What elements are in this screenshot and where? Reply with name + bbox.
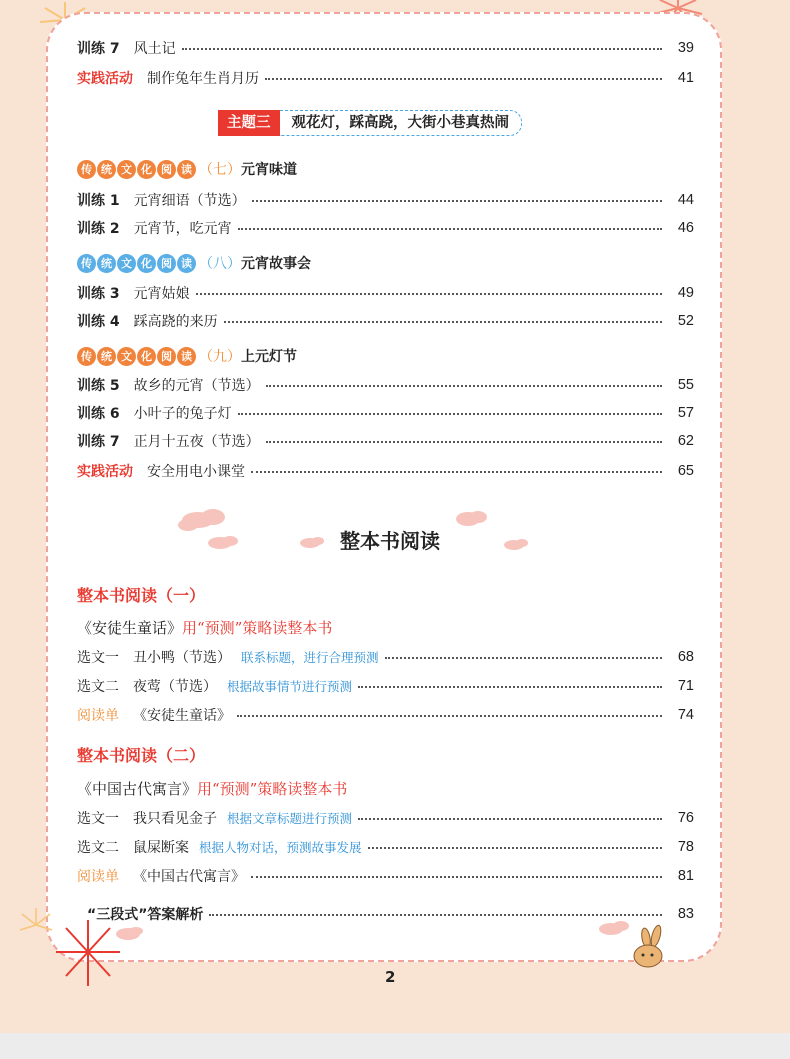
label-bubble: 文 <box>117 254 136 273</box>
leader-dots <box>238 228 662 230</box>
label-bubble: 文 <box>117 347 136 366</box>
row-title: 《安徒生童话》 <box>133 708 231 724</box>
series-title: 元宵味道 <box>241 162 297 178</box>
row-label: 实践活动 <box>77 71 133 87</box>
page-ref: 71 <box>677 678 694 694</box>
label-bubble: 化 <box>137 347 156 366</box>
label-bubble: 传 <box>77 347 96 366</box>
label-bubble: 化 <box>137 254 156 273</box>
toc-row[interactable] <box>77 401 694 425</box>
label-bubble: 统 <box>97 254 116 273</box>
leader-dots <box>358 686 662 688</box>
series-number: （八） <box>199 256 241 272</box>
row-label: “三段式”答案解析 <box>87 907 204 923</box>
row-label: 训练 4 <box>77 314 120 330</box>
page-ref: 52 <box>677 313 694 329</box>
row-label: 选文二 <box>77 679 119 695</box>
row-label: 训练 2 <box>77 221 120 237</box>
row-title: 我只看见金子 <box>133 811 217 827</box>
label-bubble: 阅 <box>157 347 176 366</box>
row-title: 夜莺（节选） <box>133 679 217 695</box>
page-number: 2 <box>385 968 396 986</box>
row-title: 《中国古代寓言》 <box>133 869 245 885</box>
toc-row[interactable] <box>77 459 694 483</box>
toc-row[interactable] <box>77 66 694 90</box>
cloud-decoration-right <box>446 505 536 555</box>
row-label: 选文一 <box>77 650 119 666</box>
toc-row[interactable] <box>77 281 694 305</box>
toc-row[interactable] <box>77 188 694 212</box>
row-hint: 根据人物对话，预测故事发展 <box>199 840 362 855</box>
page-ref: 65 <box>677 463 694 479</box>
bottom-band <box>0 1033 790 1059</box>
label-bubble: 传 <box>77 160 96 179</box>
row-hint: 根据文章标题进行预测 <box>227 811 353 826</box>
leader-dots <box>265 78 662 80</box>
leader-dots <box>385 657 662 659</box>
leader-dots <box>237 715 662 717</box>
page-ref: 62 <box>677 433 694 449</box>
label-bubble: 文 <box>117 160 136 179</box>
page-ref: 44 <box>677 192 694 208</box>
toc-row[interactable] <box>77 429 694 453</box>
leader-dots <box>209 914 662 916</box>
row-title: 元宵姑娘 <box>133 286 190 302</box>
row-label: 训练 7 <box>77 41 120 57</box>
leader-dots <box>224 321 662 323</box>
leader-dots <box>252 200 662 202</box>
book-strategy-line <box>77 617 332 638</box>
series-heading <box>77 344 297 368</box>
row-title: 鼠屎断案 <box>133 840 189 856</box>
theme-title: 观花灯，踩高跷，大街小巷真热闹 <box>280 110 523 136</box>
toc-row[interactable] <box>77 645 694 669</box>
label-bubble: 读 <box>177 347 196 366</box>
strategy-text: 用“预测”策略读整本书 <box>197 780 348 798</box>
row-label: 训练 7 <box>77 434 120 450</box>
leader-dots <box>368 847 662 849</box>
series-label-bubbles <box>77 160 197 179</box>
book-title: 《中国古代寓言》 <box>77 780 198 798</box>
page-ref: 46 <box>677 220 694 236</box>
leader-dots <box>266 385 662 387</box>
toc-row[interactable] <box>77 864 694 888</box>
whole-book-subhead: 整本书阅读（一） <box>77 586 206 605</box>
row-title: 小叶子的兔子灯 <box>133 406 232 422</box>
row-label: 阅读单 <box>77 869 119 885</box>
row-label: 实践活动 <box>77 464 133 480</box>
page-ref: 68 <box>677 649 694 665</box>
row-title: 元宵节，吃元宵 <box>133 221 232 237</box>
page-ref: 76 <box>677 810 694 826</box>
series-heading <box>77 251 311 275</box>
toc-row[interactable] <box>77 373 694 397</box>
row-title: 风土记 <box>133 41 176 57</box>
row-label: 训练 1 <box>77 193 120 209</box>
page-ref: 74 <box>677 707 694 723</box>
leader-dots <box>238 413 662 415</box>
series-number: （九） <box>199 349 241 365</box>
leader-dots <box>266 441 662 443</box>
row-label: 训练 5 <box>77 378 120 394</box>
page-ref: 55 <box>677 377 694 393</box>
toc-row[interactable] <box>77 806 694 830</box>
leader-dots <box>251 471 662 473</box>
toc-row[interactable] <box>77 674 694 698</box>
toc-row[interactable] <box>77 309 694 333</box>
series-label-bubbles <box>77 347 197 366</box>
rabbit-illustration <box>612 924 672 974</box>
leader-dots <box>196 293 662 295</box>
whole-book-heading: 整本书阅读 <box>340 529 440 553</box>
row-label: 训练 6 <box>77 406 120 422</box>
toc-row[interactable] <box>77 703 694 727</box>
page-ref: 83 <box>677 906 694 922</box>
label-bubble: 读 <box>177 160 196 179</box>
book-title: 《安徒生童话》 <box>77 619 183 637</box>
page-ref: 57 <box>677 405 694 421</box>
row-label: 选文二 <box>77 840 119 856</box>
series-title: 元宵故事会 <box>241 256 311 272</box>
label-bubble: 统 <box>97 160 116 179</box>
series-heading <box>77 157 297 181</box>
row-title: 踩高跷的来历 <box>133 314 218 330</box>
leader-dots <box>182 48 662 50</box>
label-bubble: 阅 <box>157 160 176 179</box>
row-title: 故乡的元宵（节选） <box>133 378 260 394</box>
label-bubble: 统 <box>97 347 116 366</box>
row-title: 丑小鸭（节选） <box>133 650 231 666</box>
toc-row[interactable] <box>77 216 694 240</box>
series-title: 上元灯节 <box>241 349 297 365</box>
row-title: 安全用电小课堂 <box>147 464 245 480</box>
strategy-text: 用“预测”策略读整本书 <box>182 619 333 637</box>
page-ref: 39 <box>677 40 694 56</box>
row-label: 阅读单 <box>77 708 119 724</box>
cloud-decoration-small-left <box>292 535 328 555</box>
label-bubble: 读 <box>177 254 196 273</box>
theme-tag: 主题三 <box>218 110 280 136</box>
row-label: 选文一 <box>77 811 119 827</box>
row-hint: 根据故事情节进行预测 <box>227 679 353 694</box>
page-ref: 78 <box>677 839 694 855</box>
whole-book-subhead: 整本书阅读（二） <box>77 746 206 765</box>
label-bubble: 化 <box>137 160 156 179</box>
row-title: 正月十五夜（节选） <box>133 434 260 450</box>
leader-dots <box>358 818 662 820</box>
row-title: 制作兔年生肖月历 <box>147 71 259 87</box>
book-strategy-line <box>77 778 347 799</box>
label-bubble: 传 <box>77 254 96 273</box>
theme-banner <box>218 110 522 136</box>
series-number: （七） <box>199 162 241 178</box>
label-bubble: 阅 <box>157 254 176 273</box>
toc-row[interactable] <box>77 835 694 859</box>
series-label-bubbles <box>77 254 197 273</box>
row-label: 训练 3 <box>77 286 120 302</box>
page-ref: 81 <box>677 868 694 884</box>
row-title: 元宵细语（节选） <box>133 193 246 209</box>
page-ref: 41 <box>677 70 694 86</box>
page-ref: 49 <box>677 285 694 301</box>
cloud-decoration-left <box>168 505 258 555</box>
row-hint: 联系标题，进行合理预测 <box>241 650 379 665</box>
toc-row[interactable] <box>77 36 694 60</box>
firework-bottom-left-decoration <box>18 900 148 995</box>
leader-dots <box>251 876 662 878</box>
